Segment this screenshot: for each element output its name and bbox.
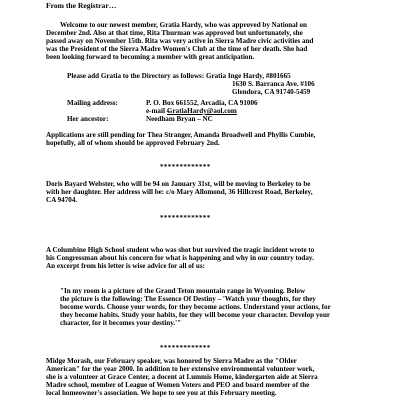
midge-line: American" for the year 2000. In addition to her extensive environmental volunteer work, xyxy=(46,365,315,373)
quote-line: become words. Choose your words, for they become actions. Understand your actions, for xyxy=(60,303,331,311)
quote-line: they become habits. Study your habits, for they will become your character. Develop your xyxy=(60,311,331,319)
doris-line: CA 94704. xyxy=(46,196,78,204)
midge-line: Madre school, member of League of Women Voters and PEO and board member of the xyxy=(46,381,310,389)
mailing-address-label: Mailing address: xyxy=(67,99,118,107)
mailing-address-value: P. O. Box 661552, Arcadia, CA 91006 xyxy=(146,99,258,107)
email-label: e-mail – xyxy=(146,107,171,115)
midge-line: she is a volunteer at Grace Center, a docent at Lummis Home, kindergarten aide at Sierra xyxy=(46,373,318,381)
columbine-line: An excerpt from his letter is wise advice for all of us: xyxy=(46,262,205,270)
welcome-paragraph-line: been looking forward to becoming a member with great anticipation. xyxy=(46,53,255,61)
midge-line: Midge Morash, our February speaker, was honored by Sierra Madre as the "Older xyxy=(46,357,297,365)
welcome-paragraph-line: Welcome to our newest member, Gratia Hardy, who was approved by National on xyxy=(60,21,307,29)
applications-line: hopefully, all of whom should be approved February 2nd. xyxy=(46,139,220,147)
separator: ************* xyxy=(160,163,211,171)
welcome-paragraph-line: December 2nd. Also at that time, Rita Thurman was approved but unfortunately, she xyxy=(46,29,303,37)
doris-line: with her daughter. Her address will be: c/o Mary Allomond, 36 Hillcrest Road, Berkeley, xyxy=(46,188,313,196)
welcome-paragraph-line: was the President of the Sierra Madre Women's Club at the time of her death. She had xyxy=(46,45,308,53)
directory-street: 1630 S. Barranca Ave. #106 xyxy=(232,80,315,88)
doris-line: Doris Bayard Webster, who will be 94 on January 31st, will be moving to Berkeley to be xyxy=(46,180,311,188)
quote-line: "In my room is a picture of the Grand Teton mountain range in Wyoming. Below xyxy=(60,287,306,295)
directory-city: Glendora, CA 91740-5459 xyxy=(232,88,311,96)
separator: ************* xyxy=(160,344,211,352)
quote-line: the picture is the following: The Essence Of Destiny – 'Watch your thoughts, for they xyxy=(60,295,316,303)
applications-line: Applications are still pending for Thea Stranger, Amanda Broadwell and Phyllis Cumbie, xyxy=(46,131,316,139)
welcome-paragraph-line: passed away on November 15th. Rita was very active in Sierra Madre civic activities and xyxy=(46,37,314,45)
ancestor-label: Her ancestor: xyxy=(67,115,109,123)
columbine-line: his Congressman about his concern for what is happening and why in our country today. xyxy=(46,254,314,262)
ancestor-value: Needham Bryan – NC xyxy=(146,115,213,123)
email-link[interactable]: GratiaHardy@aol.com xyxy=(167,107,237,115)
separator: ************* xyxy=(160,214,211,222)
columbine-line: A Columbine High School student who was shot but survived the tragic incident wrote to xyxy=(46,246,315,254)
midge-line: local homeowner's association. We hope to see you at this February meeting. xyxy=(46,389,277,397)
section-heading: From the Registrar… xyxy=(46,1,117,10)
directory-intro: Please add Gratia to the Directory as follows: Gratia Inge Hardy, #801665 xyxy=(67,72,291,80)
quote-line: character, for it becomes your destiny.'" xyxy=(60,319,182,327)
